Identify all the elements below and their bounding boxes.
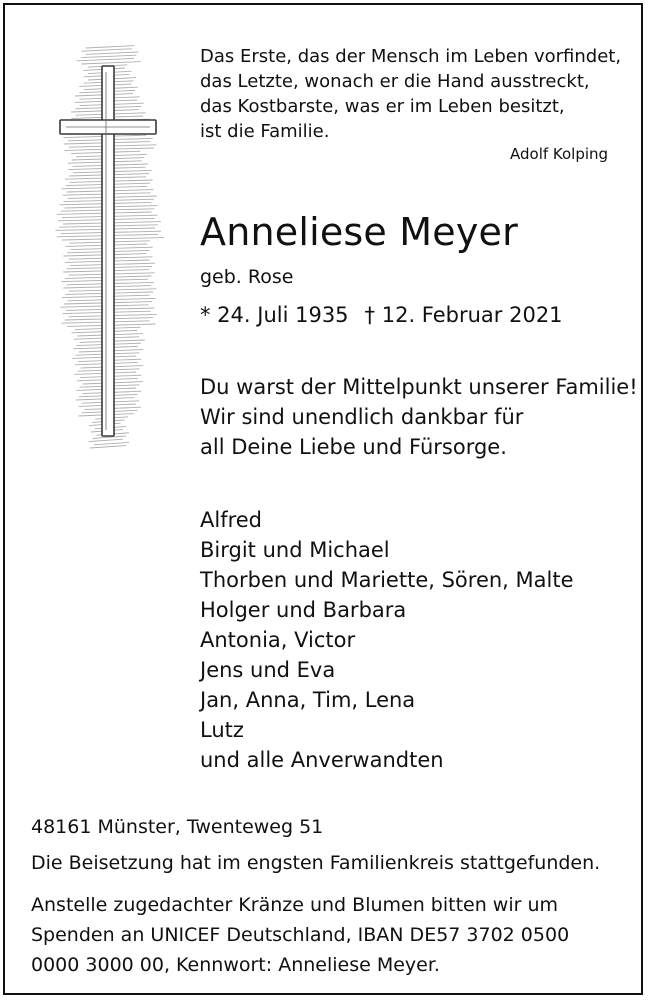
sketch-stroke [94,442,129,444]
mourner-line: Alfred [200,508,263,532]
mourner-line: Jens und Eva [200,658,336,682]
maiden-name: geb. Rose [200,266,294,288]
quote [200,44,622,163]
mourner-line: Jan, Anna, Tim, Lena [200,688,416,712]
quote-line: ist die Familie. [200,121,330,142]
mourner-line: Antonia, Victor [200,628,356,652]
sketch-stroke [81,49,132,51]
sketch-stroke [86,46,135,48]
mourner-line: Birgit und Michael [200,538,390,562]
donation-line: Spenden an UNICEF Deutschland, IBAN DE57 3702 0500 [31,924,570,946]
message-line: Du warst der Mittelpunkt unserer Familie! [200,375,638,399]
birth-date: * 24. Juli 1935 [200,303,349,327]
quote-author: Adolf Kolping [510,145,609,163]
message-line: Wir sind unendlich dankbar für [200,405,524,429]
donation-line: Anstelle zugedachter Kränze und Blumen bitten wir um [31,894,559,916]
sketch-stroke [81,62,140,64]
farewell-message [200,372,638,462]
mourner-line: Holger und Barbara [200,598,407,622]
cross-icon [30,42,196,454]
sketch-stroke [86,52,139,54]
quote-line: das Letzte, wonach er die Hand ausstreckt, [200,71,590,92]
donation-request [31,890,569,980]
sketch-stroke [89,439,123,441]
mourner-line: und alle Anverwandten [200,748,444,772]
life-dates [200,303,563,327]
sketch-stroke [90,446,126,448]
burial-notice: Die Beisetzung hat im engsten Familienkreis stattgefunden. [31,852,601,874]
donation-line: 0000 3000 00, Kennwort: Anneliese Meyer. [31,954,440,976]
quote-line: Das Erste, das der Mensch im Leben vorfindet, [200,46,622,67]
deceased-name: Anneliese Meyer [200,210,518,254]
sketch-stroke [81,55,136,57]
address: 48161 Münster, Twenteweg 51 [31,816,324,838]
quote-line: das Kostbarste, was er im Leben besitzt, [200,96,565,117]
mourner-line: Thorben und Mariette, Sören, Malte [200,568,574,592]
sketch-stroke [77,58,134,60]
message-line: all Deine Liebe und Fürsorge. [200,435,507,459]
mourner-line: Lutz [200,718,244,742]
mourners-list [200,505,574,775]
death-date: † 12. Februar 2021 [364,303,563,327]
